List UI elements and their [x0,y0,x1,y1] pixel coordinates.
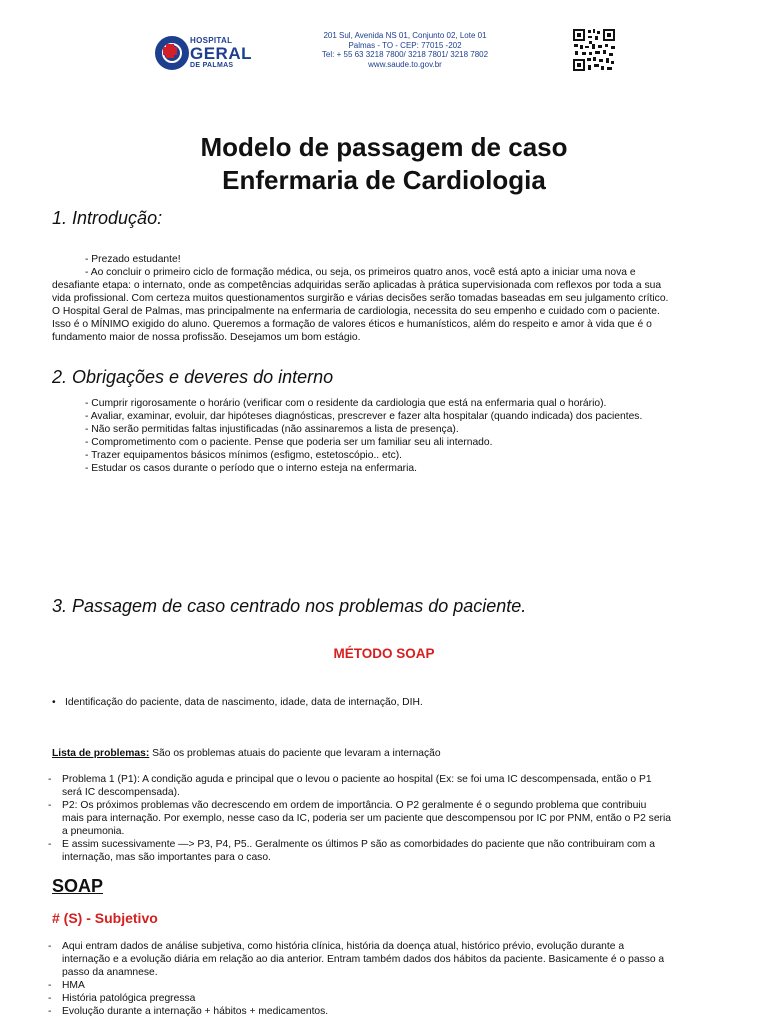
introducao-text [52,253,718,344]
dash-marker: - [48,774,52,785]
paragraph-line: fundamento maior de nossa profissão. Desejamos um bom estágio. [52,332,361,343]
list-item [48,940,718,979]
paragraph-line: desafiante etapa: o internato, onde as competências adquiridas serão aplicadas à prática supervisionada com reflexos por toda a sua [52,280,662,291]
list-item-line: E assim sucessivamente —> P3, P4, P5.. Geralmente os últimos P são as comorbidades do paciente que não contribuiram com a [62,839,656,850]
list-item [48,799,718,838]
lista-de-problemas [52,747,718,760]
logo-wordmark [190,37,252,69]
list-item-line: Evolução durante a internação + hábitos + medicamentos. [62,1006,329,1017]
list-item-line: internação e a evolução diária em relação ao dia anterior. Entram também dados dos hábitos da paciente. Basicamente é o passo a [62,954,665,965]
letterhead [0,26,768,74]
list-item: - Trazer equipamentos básicos mínimos (esfigmo, estetoscópio.. etc). [85,450,403,461]
list-item [48,992,718,1005]
paragraph: - Prezado estudante! [85,254,181,265]
list-item: - Não serão permitidas faltas injustificadas (não assinaremos a lista de presença). [85,424,459,435]
logo-line-1: HOSPITAL [190,36,233,45]
method-title: MÉTODO SOAP [333,646,435,661]
list-item [48,773,718,799]
bullet-marker: • [52,697,56,708]
list-item-line: HMA [62,980,85,991]
section-heading-obrigacoes: 2. Obrigações e deveres do interno [52,367,334,387]
hospital-logo [155,36,255,70]
paragraph-line: O Hospital Geral de Palmas, mas principalmente na enfermaria de cardiologia, necessita do seu empenho e cuidado com o paciente. [52,306,660,317]
list-item-line: será IC descompensada). [62,787,180,798]
list-item: - Avaliar, examinar, evoluir, dar hipóteses diagnósticas, prescrever e fazer alta hospitalar (quando indicada) dos pacientes. [85,411,643,422]
list-item [48,1005,718,1018]
list-item-line: Aqui entram dados de análise subjetiva, como história clínica, história da doença atual, histórico prévio, evolução durante a [62,941,625,952]
section-heading-passagem: 3. Passagem de caso centrado nos problemas do paciente. [52,596,527,616]
list-item [52,696,718,709]
list-item [48,979,718,992]
qr-code-icon [572,28,616,72]
list-item: - Cumprir rigorosamente o horário (verificar com o residente da cardiologia que está na enfermaria qual o horário). [85,398,607,409]
paragraph-line: Isso é o MÍNIMO exigido do aluno. Queremos a formação de valores éticos e humanísticos, além do respeito e amor à vida que é o [52,319,652,330]
dash-marker: - [48,800,52,811]
title-line-2: Enfermaria de Cardiologia [222,165,546,195]
problems-list [48,773,718,864]
address-line: Palmas - TO - CEP: 77015 -202 [348,40,462,50]
section-heading-introducao: 1. Introdução: [52,208,163,228]
subjetivo-heading: # (S) - Subjetivo [52,910,158,926]
soap-heading: SOAP [52,876,104,896]
obrigacoes-list [85,397,725,475]
emblem-cross-horizontal [163,47,177,55]
logo-line-2: GERAL [190,44,252,63]
title-line-1: Modelo de passagem de caso [200,132,568,162]
problems-description: São os problemas atuais do paciente que levaram a internação [149,748,441,759]
list-item-line: mais para internação. Por exemplo, nesse caso da IC, poderia ser um paciente que descompensou por IC por PNM, então o P2 seria [62,813,671,824]
subjetivo-list [48,940,718,1018]
identificacao [52,696,718,709]
problems-label: Lista de problemas: [52,748,150,759]
list-item: - Estudar os casos durante o período que o interno esteja na enfermaria. [85,463,417,474]
paragraph: - Ao concluir o primeiro ciclo de formação médica, ou seja, os primeiros quatro anos, você está apto a iniciar uma nova e [85,267,636,278]
list-item: - Comprometimento com o paciente. Pense que poderia ser um familiar seu ali internado. [85,437,493,448]
list-item-text: Identificação do paciente, data de nascimento, idade, data de internação, DIH. [65,697,423,708]
list-item-line: internação, mas são importantes para o caso. [62,852,271,863]
dash-marker: - [48,993,52,1004]
paragraph-line: vida profissional. Com certeza muitos questionamentos surgirão e várias decisões serão tomadas baseadas em seu julgamento crítico. [52,293,669,304]
list-item-line: a pneumonia. [62,826,125,837]
list-item-line: P2: Os próximos problemas vão decrescendo em ordem de importância. O P2 geralmente é o segundo problema que contribuiu [62,800,647,811]
phone-line: Tel: + 55 63 3218 7800/ 3218 7801/ 3218 7802 [321,50,489,59]
logo-line-3: DE PALMAS [190,62,234,69]
list-item [48,838,718,864]
list-item-line: História patológica pregressa [62,993,196,1004]
website-line: www.saude.to.gov.br [368,59,442,69]
hospital-address [300,31,510,69]
dash-marker: - [48,941,52,952]
dash-marker: - [48,980,52,991]
document-title [0,131,768,197]
list-item-line: Problema 1 (P1): A condição aguda e principal que o levou o paciente ao hospital (Ex: se foi uma IC descompensada, então o P1 [62,774,652,785]
list-item-line: passo da anamnese. [62,967,158,978]
dash-marker: - [48,1006,52,1017]
dash-marker: - [48,839,52,850]
address-line: 201 Sul, Avenida NS 01, Conjunto 02, Lote 01 [323,31,487,40]
